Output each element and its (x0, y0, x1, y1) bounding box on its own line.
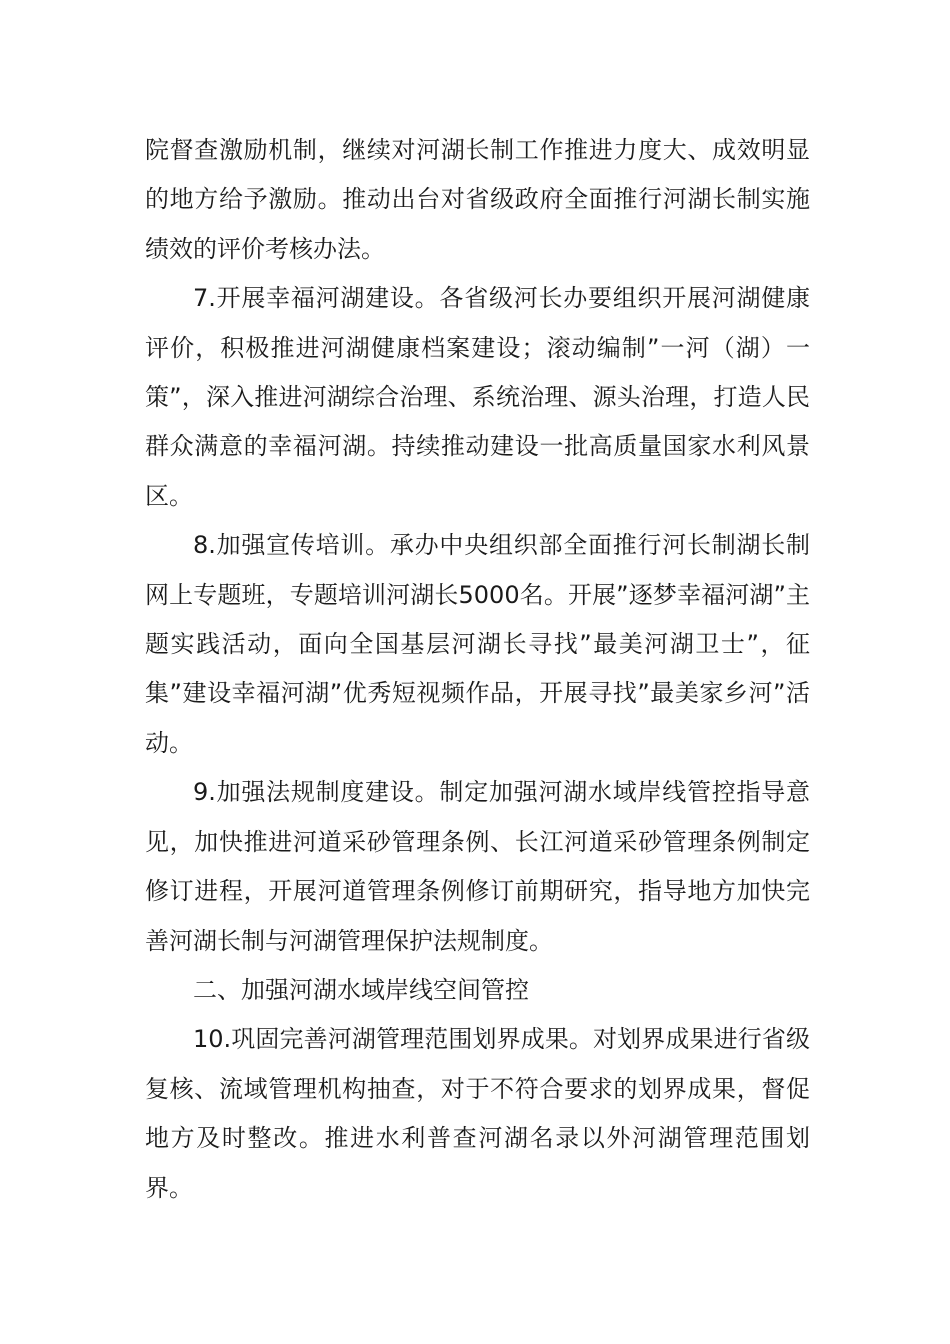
paragraph-item-9: 9.加强法规制度建设。制定加强河湖水域岸线管控指导意见，加快推进河道采砂管理条例、长江河道采砂管理条例制定修订进程，开展河道管理条例修订前期研究，指导地方加快完善河湖长制与河湖管理保护法规制度。 (145, 778, 810, 955)
paragraph-item-7: 7.开展幸福河湖建设。各省级河长办要组织开展河湖健康评价，积极推进河湖健康档案建设；滚动编制”一河（湖）一策”，深入推进河湖综合治理、系统治理、源头治理，打造人民群众满意的幸福河湖。持续推动建设一批高质量国家水利风景区。 (145, 284, 810, 510)
document-page (145, 126, 810, 1213)
section-heading: 二、加强河湖水域岸线空间管控 (193, 975, 529, 1004)
paragraph-continuation: 院督查激励机制，继续对河湖长制工作推进力度大、成效明显的地方给予激励。推动出台对省级政府全面推行河湖长制实施绩效的评价考核办法。 (145, 136, 810, 263)
paragraph-item-8: 8.加强宣传培训。承办中央组织部全面推行河长制湖长制网上专题班，专题培训河湖长5000名。开展”逐梦幸福河湖”主题实践活动，面向全国基层河湖长寻找”最美河湖卫士”，征集”建设幸福河湖”优秀短视频作品，开展寻找”最美家乡河”活动。 (145, 531, 810, 757)
paragraph-item-10: 10.巩固完善河湖管理范围划界成果。对划界成果进行省级复核、流域管理机构抽查，对于不符合要求的划界成果，督促地方及时整改。推进水利普查河湖名录以外河湖管理范围划界。 (145, 1025, 810, 1202)
